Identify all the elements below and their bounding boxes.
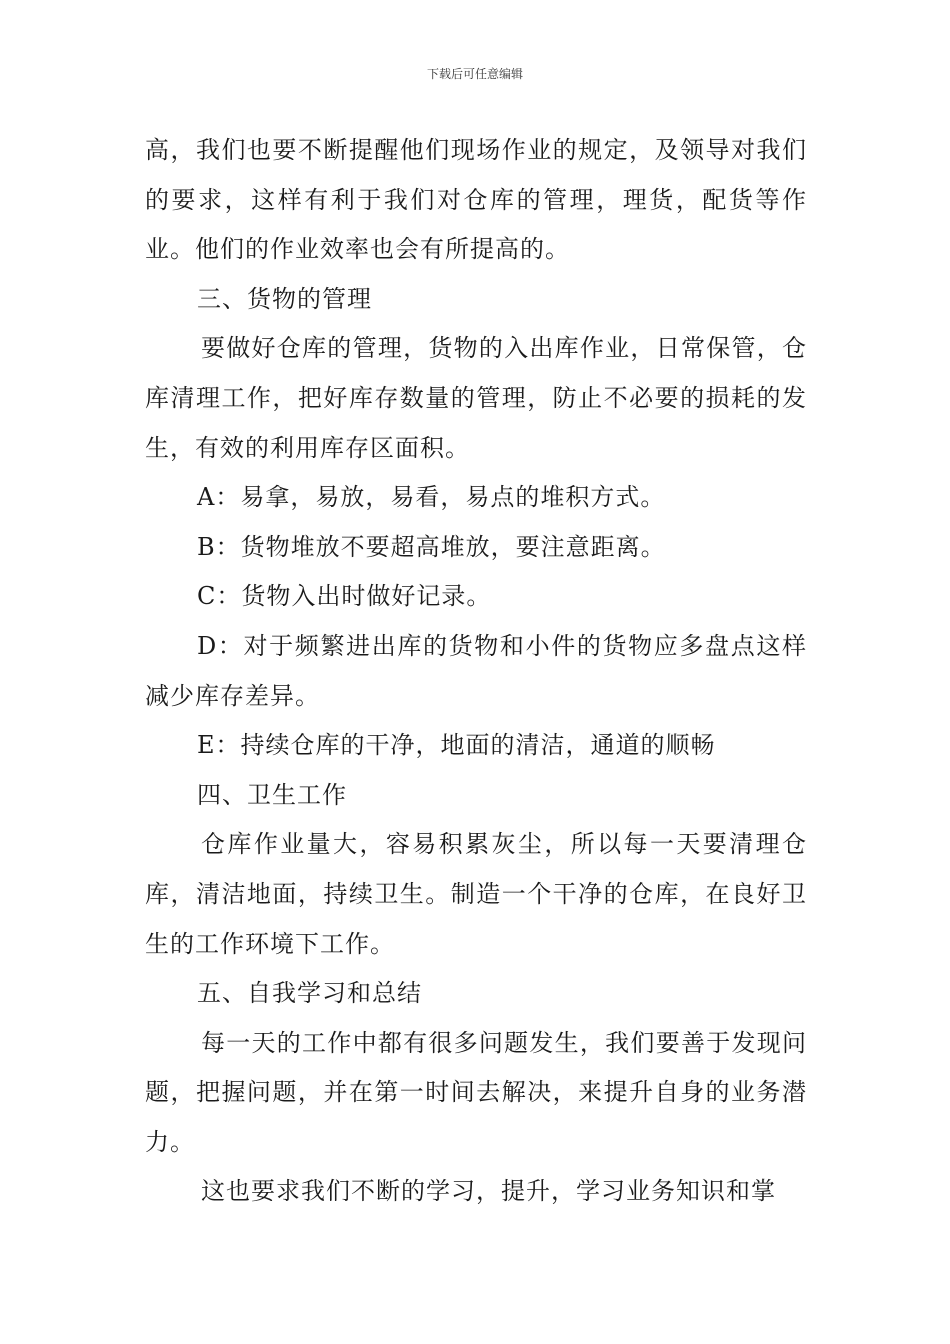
section-heading: 五、自我学习和总结 — [197, 979, 422, 1008]
list-item: B：货物堆放不要超高堆放，要注意距离。 — [197, 532, 666, 561]
paragraph: 高，我们也要不断提醒他们现场作业的规定，及领导对我们的要求，这样有利于我们对仓库的管理，理货，配货等作业。他们的作业效率也会有所提高的。 — [145, 136, 807, 264]
paragraph: 要做好仓库的管理，货物的入出库作业，日常保管，仓库清理工作，把好库存数量的管理，防止不必要的损耗的发生，有效的利用库存区面积。 — [145, 334, 807, 462]
document-body — [145, 126, 807, 1217]
section-heading: 三、货物的管理 — [197, 284, 372, 313]
section-heading: 四、卫生工作 — [197, 780, 347, 809]
list-item: A：易拿，易放，易看，易点的堆积方式。 — [197, 483, 666, 512]
paragraph: 这也要求我们不断的学习，提升，学习业务知识和掌 — [201, 1177, 776, 1206]
list-item: D：对于频繁进出库的货物和小件的货物应多盘点这样减少库存差异。 — [145, 631, 807, 710]
list-item: C：货物入出时做好记录。 — [197, 582, 492, 611]
page-header: 下载后可任意编辑 — [426, 67, 523, 81]
paragraph: 每一天的工作中都有很多问题发生，我们要善于发现问题，把握问题，并在第一时间去解决，来提升自身的业务潜力。 — [145, 1028, 807, 1156]
list-item: E：持续仓库的干净，地面的清洁，通道的顺畅 — [197, 731, 716, 760]
paragraph: 仓库作业量大，容易积累灰尘，所以每一天要清理仓库，清洁地面，持续卫生。制造一个干净的仓库，在良好卫生的工作环境下工作。 — [145, 830, 807, 958]
